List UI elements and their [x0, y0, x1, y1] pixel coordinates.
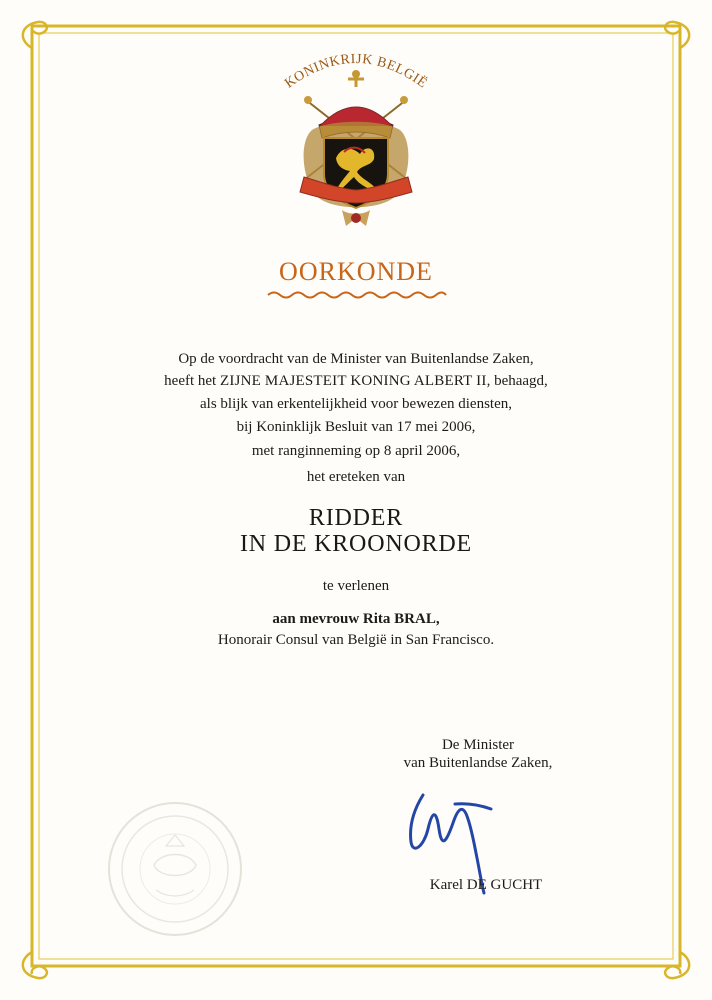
document-title: OORKONDE	[279, 257, 433, 286]
minister-title	[388, 736, 568, 772]
appointment-text-prefix: heeft het	[164, 373, 220, 389]
recipient-role: Honorair Consul van België in San Francisco.	[217, 632, 495, 648]
appointment-text-suffix: , behaagd,	[486, 373, 548, 389]
appointment-text-line-3: als blijk van erkentelijkheid voor bewezen diensten,	[200, 396, 512, 412]
belgian-coat-of-arms	[266, 42, 446, 238]
appointment-text-line-4: bij Koninklijk Besluit van 17 mei 2006,	[236, 419, 476, 435]
appointment-text-line-6: het ereteken van	[306, 469, 406, 485]
recipient-name: aan mevrouw Rita BRAL,	[272, 611, 440, 627]
king-title: ZIJNE MAJESTEIT KONING ALBERT II	[219, 373, 487, 389]
title-underline-ornament	[266, 289, 448, 301]
appointment-text-line-1: Op de voordracht van de Minister van Buitenlandse Zaken,	[178, 351, 534, 367]
signer-name: Karel DE GUCHT	[429, 877, 543, 893]
honor-title-line-2: IN DE KROONORDE	[240, 531, 472, 557]
granting-text: te verlenen	[322, 578, 390, 594]
minister-title-line-1: De Minister	[441, 737, 515, 753]
appointment-text-line-5: met ranginneming op 8 april 2006,	[251, 443, 461, 459]
minister-title-line-2: van Buitenlandse Zaken,	[403, 755, 553, 771]
embossed-seal	[103, 797, 247, 941]
appointment-text-line-2	[60, 372, 652, 390]
kingdom-label: KONINKRIJK BELGIË	[282, 51, 430, 92]
honor-title-line-1: RIDDER	[308, 505, 404, 531]
